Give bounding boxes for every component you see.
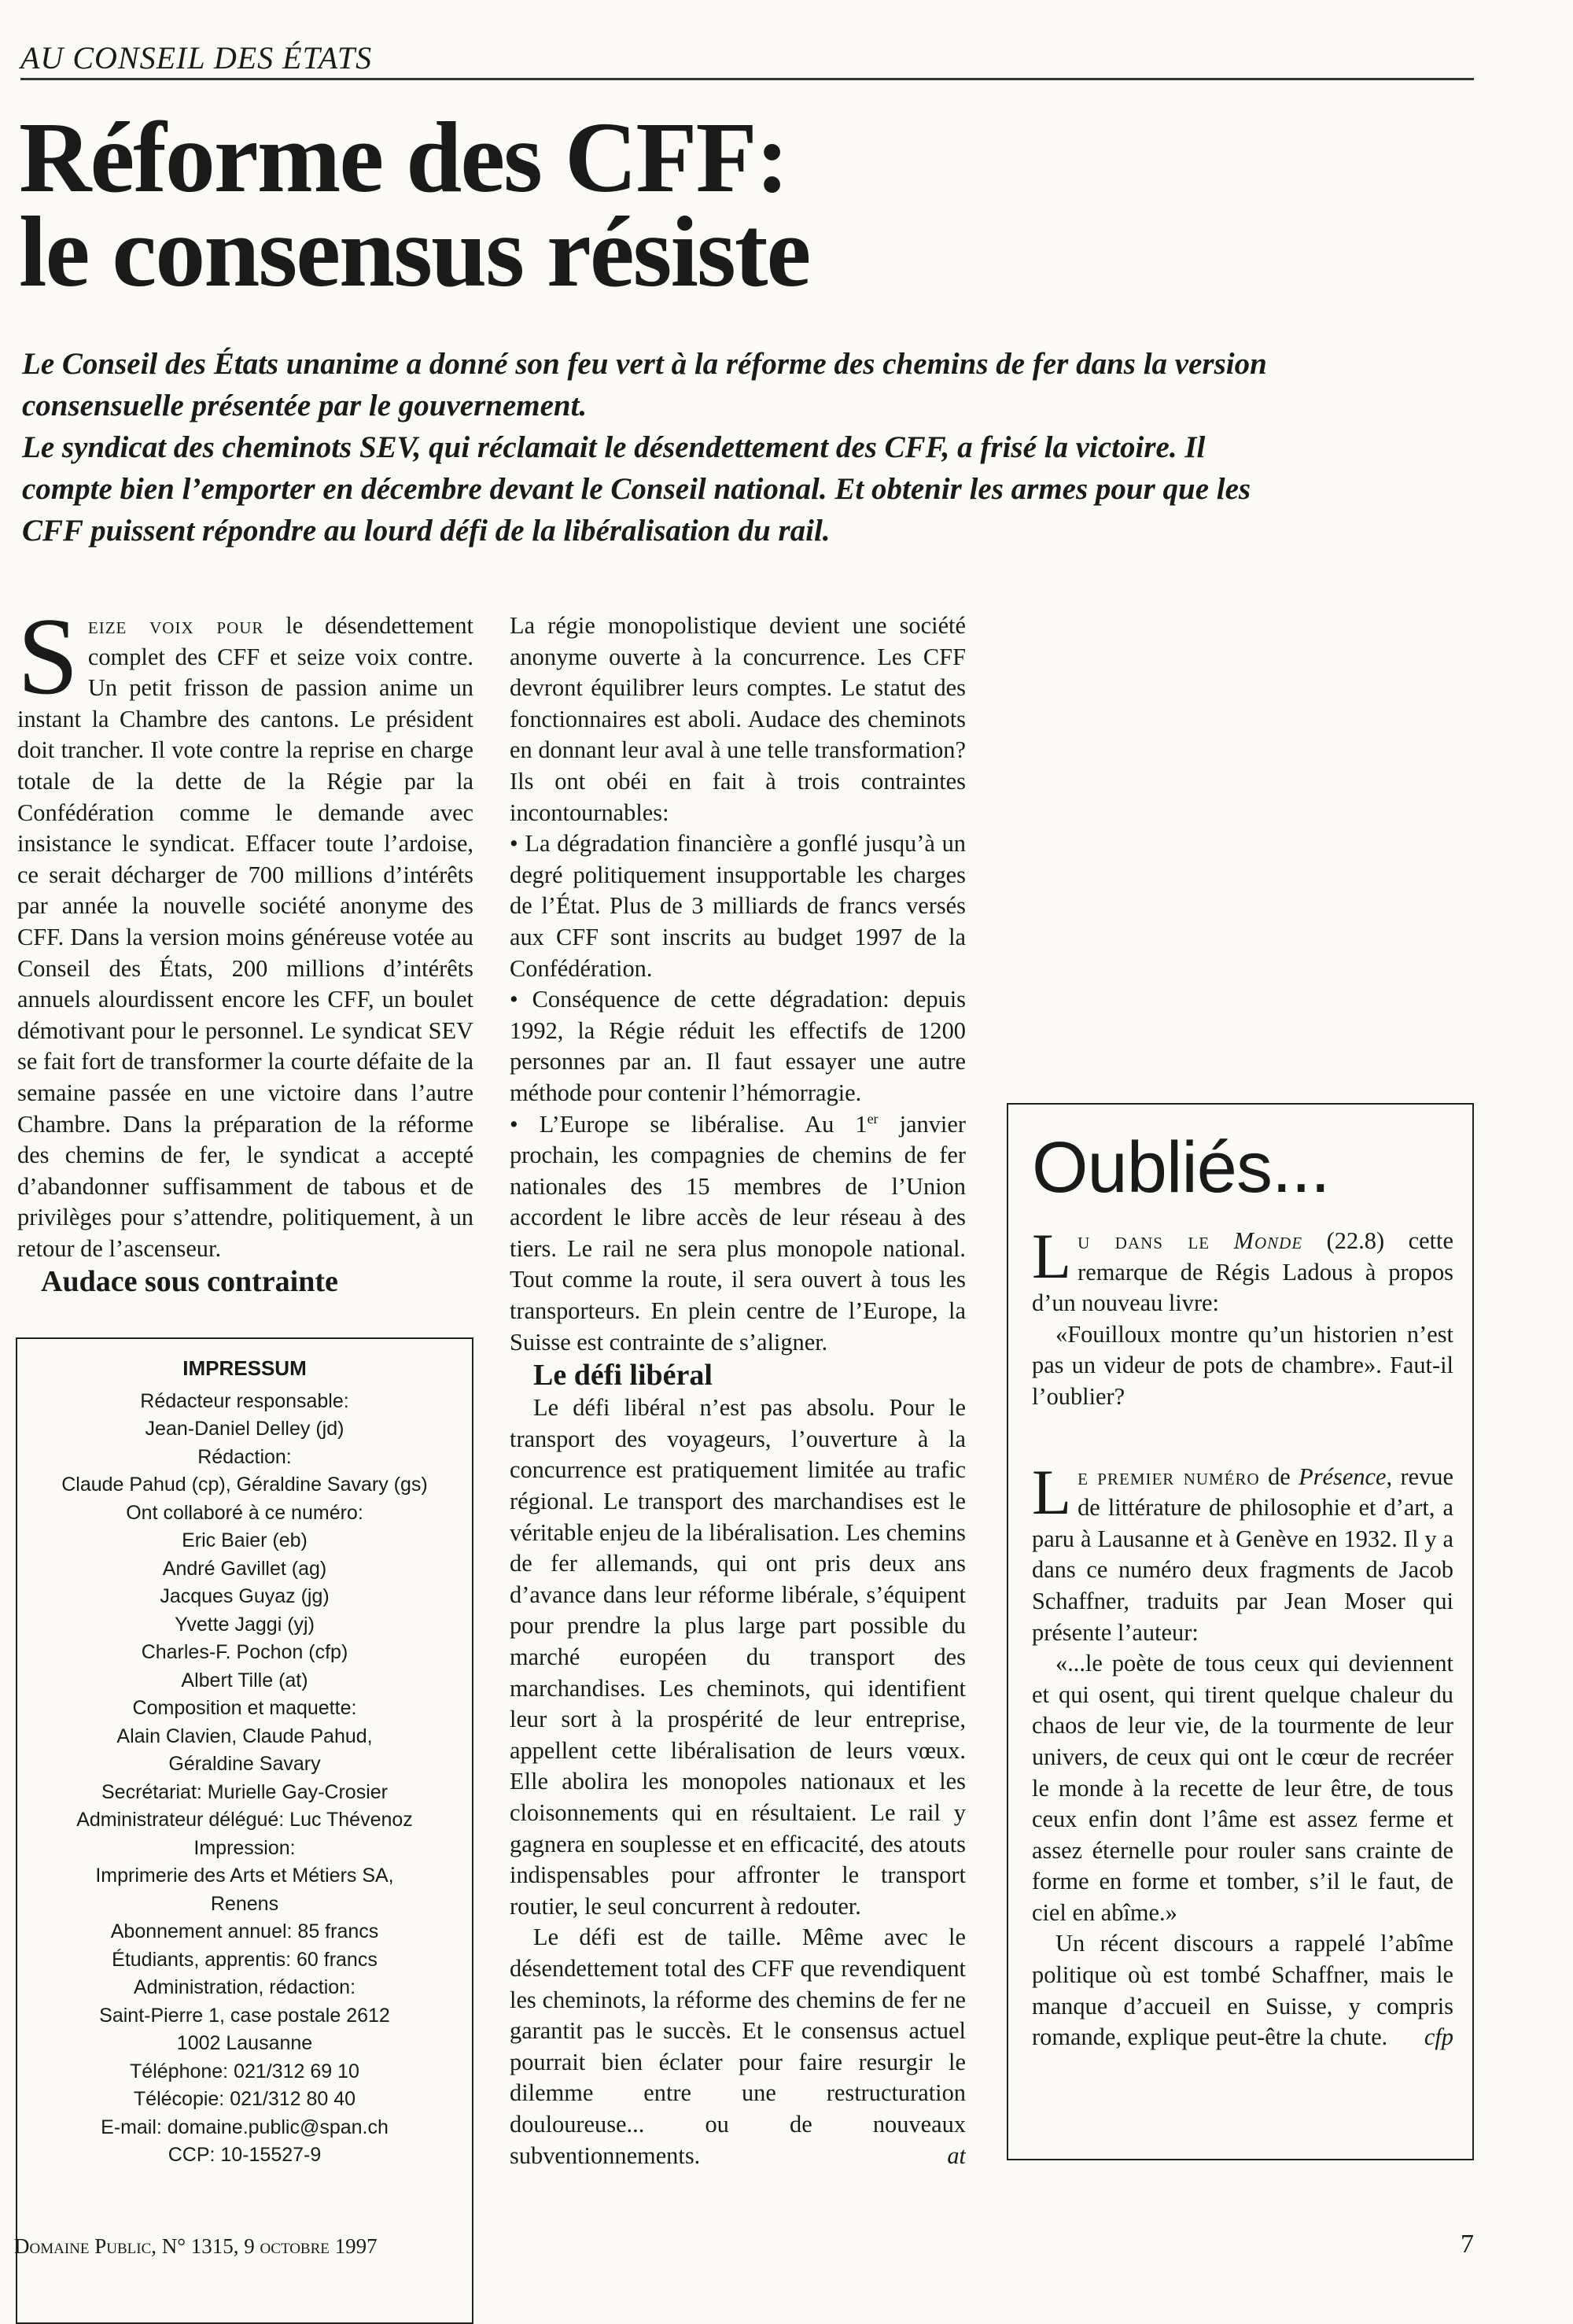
- flow-column-1: [17, 611, 473, 1319]
- bullet-item: • L’Europe se libéralise. Au 1er janvier prochain, les compagnies de chemins de fer nationales des 15 membres de l’Union accordent le libre accès de leur réseau à des tiers. Le rail ne sera plus monopole national. Tout comme la route, il sera ouvert à tous les transporteurs. En plein centre de l’Europe, la Suisse est contrainte de s’aligner.: [510, 1110, 966, 1356]
- impressum-line: Saint-Pierre 1, case postale 2612: [99, 2004, 390, 2027]
- impressum-line: Jacques Guyaz (jg): [160, 1585, 330, 1607]
- impressum-line: Téléphone: 021/312 69 10: [130, 2060, 359, 2082]
- impressum-line: Géraldine Savary: [168, 1753, 321, 1775]
- impressum-line: Claude Pahud (cp), Géraldine Savary (gs): [61, 1474, 428, 1496]
- sidebar-review-title: Présence: [1299, 1463, 1387, 1490]
- sidebar-quote-2: «...le poète de tous ceux qui deviennent et qui osent, qui tirent quelque chaleur du chaos de leur vie, de la tourmente de leur univers, de ceux qui ont le cœur de recréer le monde à la recette de leur être, de tous ceux enfin dont l’âme est assez ferme et assez éternelle pour rouler sans crainte de forme en forme et tomber, s’il le faut, de ciel en abîme.»: [1032, 1650, 1453, 1926]
- impressum-line: Renens: [210, 1892, 279, 1915]
- sidebar-paragraph-1-text: (22.8) cette remarque de Régis Ladous à propos d’un nouveau livre:: [1032, 1227, 1453, 1317]
- impressum-line: Impression:: [193, 1836, 296, 1859]
- bullet-item: • Conséquence de cette dégradation: depuis 1992, la Régie réduit les effectifs de 1200 personnes par an. Il faut essayer une autre méthode pour contenir l’hémorragie.: [510, 986, 966, 1106]
- sidebar-smallcaps-2: e premier numéro: [1078, 1463, 1260, 1490]
- impressum-line: Abonnement annuel: 85 francs: [110, 1920, 379, 1942]
- impressum-line: Rédacteur responsable:: [140, 1389, 349, 1412]
- impressum-line: Charles-F. Pochon (cfp): [141, 1641, 348, 1663]
- dropcap: S: [17, 611, 79, 717]
- impressum-line: Télécopie: 021/312 80 40: [133, 2088, 356, 2110]
- sidebar-paragraph-2: [1032, 1455, 1453, 1649]
- section-subhead: Audace sous contrainte: [41, 1265, 338, 1299]
- sidebar-box-oublies: [1007, 1103, 1474, 2160]
- impressum-line: Albert Tille (at): [181, 1669, 308, 1691]
- sidebar-paragraph-3-text: Un récent discours a rappelé l’abîme politique où est tombé Schaffner, mais le manque d’accueil en Suisse, y compris romande, explique peut-être la chute.: [1032, 1930, 1453, 2051]
- impressum-line: Jean-Daniel Delley (jd): [145, 1418, 344, 1440]
- flow-column-2: [510, 611, 966, 2195]
- impressum-line: Étudiants, apprentis: 60 francs: [112, 1948, 378, 1971]
- article-paragraph-4: Le défi est de taille. Même avec le désendettement total des CFF que revendiquent les cheminots, la réforme des chemins de fer ne garantit pas le succès. Et le consensus actuel pourrait bien éclater pour faire resurgir le dilemme entre une restructuration douloureuse... ou de nouveaux subventionnements. at: [510, 1922, 966, 2171]
- impressum-line: CCP: 10-15527-9: [168, 2144, 322, 2166]
- sidebar-dropcap-1: L: [1032, 1220, 1072, 1292]
- flow-column-3: [1010, 611, 1466, 1094]
- section-kicker: AU CONSEIL DES ÉTATS: [20, 39, 1474, 80]
- impressum-line: E-mail: domaine.public@span.ch: [101, 2116, 389, 2138]
- opening-smallcaps: eize voix pour: [87, 612, 264, 639]
- sidebar-source: Monde: [1233, 1227, 1303, 1254]
- article-paragraph-3: Le défi libéral n’est pas absolu. Pour le transport des voyageurs, l’ouverture à la concurrence est pratiquement limitée au trafic régional. Le transport des marchandises est le véritable enjeu de la libéralisation. Les chemins de fer allemands, qui ont pris deux ans d’avance dans leur réforme libérale, s’équipent pour prendre la plus large part possible du marché européen du transport des marchandises. Les cheminots, qui identifient leur sort à la prospérité de leur entreprise, appellent cette libéralisation de leurs vœux. Elle abolira les monopoles nationaux et les cloisonnements qui en résultaient. Le rail y gagnera en souplesse et en efficacité, des atouts indispensables pour affronter le transport routier, le seul concurrent à redouter.: [510, 1394, 966, 1920]
- impressum-line: 1002 Lausanne: [176, 2032, 313, 2054]
- sidebar-paragraph-2-text: , revue de littérature de philosophie et d’art, a paru à Lausanne et à Genève en 1932. Il y a dans ce numéro deux fragments de Jacob Schaffner, traduits par Jean Moser qui présente l’auteur:: [1032, 1463, 1453, 1646]
- impressum-line: Yvette Jaggi (yj): [175, 1613, 315, 1636]
- superscript: er: [867, 1110, 879, 1127]
- sidebar-de: de: [1259, 1463, 1299, 1490]
- sidebar-quote-1: «Fouilloux montre qu’un historien n’est pas un videur de pots de chambre». Faut-il l’oublier?: [1032, 1320, 1453, 1410]
- sidebar-smallcaps-1: u dans le: [1078, 1227, 1210, 1254]
- impressum-title: IMPRESSUM: [182, 1356, 307, 1380]
- impressum-line: Imprimerie des Arts et Métiers SA,: [95, 1865, 394, 1887]
- impressum-line: Secrétariat: Murielle Gay-Crosier: [101, 1780, 388, 1803]
- article-signature: at: [947, 2141, 966, 2169]
- impressum-line: André Gavillet (ag): [162, 1557, 327, 1580]
- lead-sentence-1: Le Conseil des États unanime a donné son feu vert à la réforme des chemins de fer dans la version consensuelle présentée par le gouvernement.: [22, 347, 1267, 422]
- impressum-line: Administration, rédaction:: [133, 1976, 356, 1998]
- section-subhead: Le défi libéral: [533, 1359, 713, 1393]
- sidebar-paragraph-3: [1032, 1928, 1453, 2053]
- lead-paragraph: [22, 343, 1280, 551]
- lead-sentence-2: Le syndicat des cheminots SEV, qui réclamait le désendettement des CFF, a frisé la victoire. Il compte bien l’emporter en décembre devant le Conseil national. Et obtenir les armes pour que les CFF puissent répondre au lourd défi de la libéralisation du rail.: [22, 430, 1251, 548]
- impressum-box: [16, 1337, 473, 2324]
- impressum-line: Composition et maquette:: [132, 1697, 357, 1719]
- headline-line-2: le consensus résiste: [19, 196, 810, 308]
- impressum-line: Rédaction:: [197, 1445, 292, 1468]
- headline: [19, 101, 1435, 308]
- article-paragraph-2-continued: La régie monopolistique devient une société anonyme ouverte à la concurrence. Les CFF devront équilibrer leurs comptes. Le statut des fonctionnaires est aboli. Audace des cheminots en donnant leur aval à une telle transformation? Ils ont obéi en fait à trois contraintes incontournables:: [510, 612, 966, 826]
- sidebar-title: Oubliés...: [1032, 1127, 1330, 1208]
- page-number: 7: [1461, 2230, 1474, 2259]
- sidebar-gap: [1032, 1413, 1453, 1462]
- impressum-line: Administrateur délégué: Luc Thévenoz: [76, 1809, 413, 1831]
- sidebar-signature: cfp: [1424, 2023, 1453, 2051]
- page-footer: [14, 2230, 1474, 2259]
- footer-publication: Domaine Public, N° 1315, 9 octobre 1997: [14, 2234, 378, 2258]
- bullet-item: • La dégradation financière a gonflé jusqu’à un degré politiquement insupportable les charges de l’État. Plus de 3 milliards de francs versés aux CFF sont inscrits au budget 1997 de la Confédération.: [510, 830, 966, 982]
- impressum-line: Ont collaboré à ce numéro:: [126, 1501, 363, 1524]
- headline-line-1: Réforme des CFF:: [19, 101, 788, 213]
- sidebar-paragraph-1: [1032, 1220, 1453, 1319]
- impressum-line: Alain Clavien, Claude Pahud,: [116, 1725, 373, 1747]
- impressum-line: Eric Baier (eb): [182, 1529, 308, 1551]
- article-paragraph-1: Seize voix pour le désendettement complet des CFF et seize voix contre. Un petit frisson de passion anime un instant la Chambre des cantons. Le président doit trancher. Il vote contre la reprise en charge totale de la dette de la Régie par la Confédération comme le demande avec insistance le syndicat. Effacer toute l’ardoise, ce serait décharger de 700 millions d’intérêts par année la nouvelle société anonyme des CFF. Dans la version moins généreuse votée au Conseil des États, 200 millions d’intérêts annuels alourdissent encore les CFF, un boulet démotivant pour le personnel. Le syndicat SEV se fait fort de transformer la courte défaite de la semaine passée en une victoire dans l’autre Chambre. Dans la préparation de la réforme des chemins de fer, le syndicat a accepté d’abandonner suffisamment de tabous et de privilèges pour s’attendre, politiquement, à un retour de l’ascenseur.: [17, 611, 473, 1262]
- sidebar-dropcap-2: L: [1032, 1455, 1072, 1528]
